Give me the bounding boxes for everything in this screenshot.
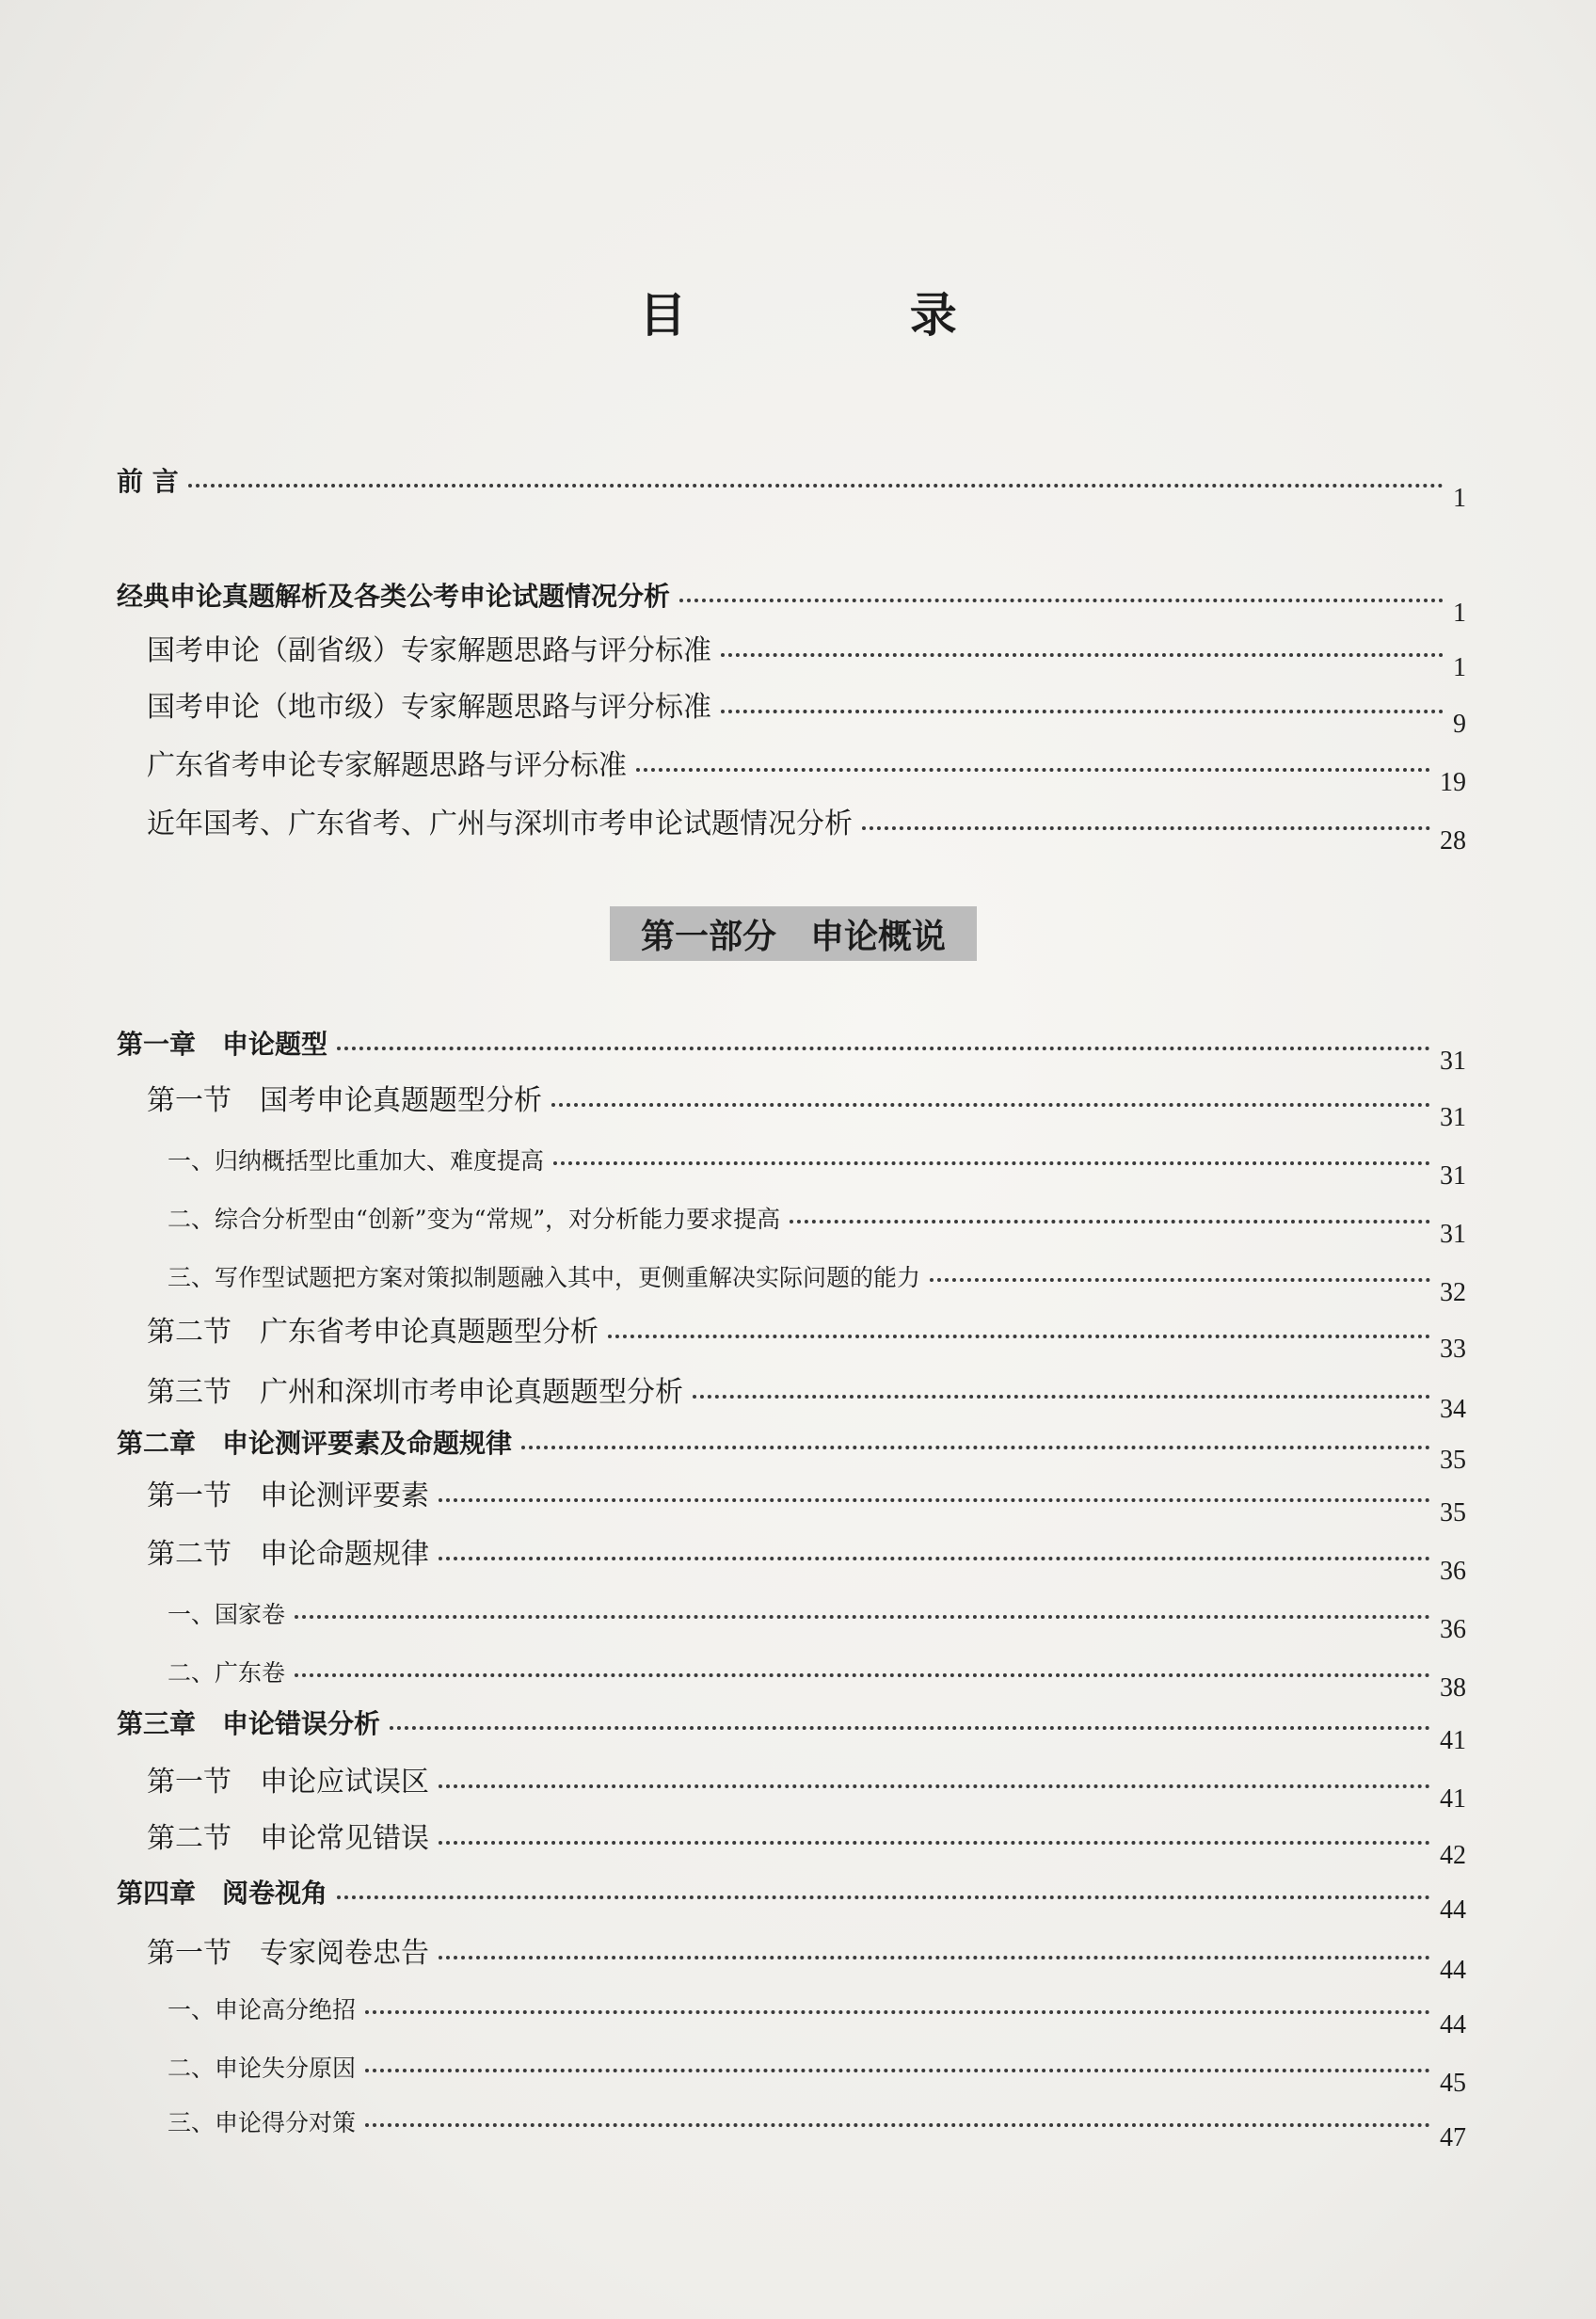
toc-entry-label: 一、国家卷 <box>168 1601 286 1628</box>
toc-section <box>147 1476 1466 1527</box>
toc-entry-label: 二、广东卷 <box>168 1659 286 1687</box>
toc-entry-label: 二、申论失分原因 <box>168 2055 357 2082</box>
toc-entry-page: 44 <box>1440 1895 1466 1925</box>
toc-item <box>168 2046 1466 2098</box>
dot-leader <box>930 1278 1430 1282</box>
toc-entry-label: 第二节 广东省考申论真题题型分析 <box>147 1316 598 1349</box>
dot-leader <box>608 1335 1430 1338</box>
toc-entry-page: 31 <box>1440 1220 1466 1249</box>
toc-entry-label: 一、申论高分绝招 <box>168 1996 357 2023</box>
toc-entry-label: 第二节 申论命题规律 <box>147 1538 429 1571</box>
toc-entry-page: 47 <box>1440 2123 1466 2152</box>
toc-entry-page: 36 <box>1440 1615 1466 1644</box>
toc-entry-page: 19 <box>1440 768 1466 797</box>
toc-section <box>147 1534 1466 1586</box>
toc-section <box>147 1372 1466 1424</box>
toc-entry-page: 45 <box>1440 2069 1466 2098</box>
toc-entry-label: 第一节 申论测评要素 <box>147 1479 429 1512</box>
dot-leader <box>721 710 1444 713</box>
toc-entry-guangdong <box>147 745 1466 797</box>
toc-entry-label: 第二节 申论常见错误 <box>147 1822 429 1855</box>
toc-chapter-2 <box>117 1423 1466 1475</box>
toc-entry-page: 31 <box>1440 1161 1466 1191</box>
toc-section <box>147 1818 1466 1870</box>
toc-entry-page: 44 <box>1440 2010 1466 2039</box>
toc-section <box>147 1762 1466 1814</box>
toc-entry-page: 1 <box>1453 599 1466 628</box>
toc-entry-page: 31 <box>1440 1047 1466 1076</box>
toc-entry-label: 前 言 <box>117 466 179 497</box>
toc-entry-label: 第二章 申论测评要素及命题规律 <box>117 1428 513 1459</box>
toc-entry-page: 36 <box>1440 1557 1466 1586</box>
toc-item <box>168 1139 1466 1191</box>
toc-entry-page: 31 <box>1440 1103 1466 1132</box>
toc-chapter-1 <box>117 1024 1466 1076</box>
toc-item <box>168 2101 1466 2152</box>
toc-item <box>168 1197 1466 1249</box>
toc-entry-page: 42 <box>1440 1841 1466 1870</box>
toc-entry-label: 三、申论得分对策 <box>168 2109 357 2136</box>
dot-leader <box>337 1047 1430 1050</box>
dot-leader <box>390 1726 1430 1730</box>
dot-leader <box>693 1395 1430 1399</box>
toc-entry-page: 35 <box>1440 1446 1466 1475</box>
toc-entry-page: 44 <box>1440 1956 1466 1985</box>
toc-entry-label: 第一节 国考申论真题题型分析 <box>147 1084 542 1117</box>
dot-leader <box>790 1220 1430 1223</box>
toc-chapter-3 <box>117 1703 1466 1755</box>
part-heading: 第一部分 申论概说 <box>610 906 977 961</box>
toc-entry-label: 第三章 申论错误分析 <box>117 1708 381 1739</box>
dot-leader <box>439 1784 1430 1788</box>
toc-entry-page: 1 <box>1453 653 1466 682</box>
dot-leader <box>521 1446 1430 1449</box>
toc-section <box>147 1312 1466 1364</box>
toc-entry-national-city <box>147 687 1466 739</box>
toc-entry-preface <box>117 461 1466 513</box>
dot-leader <box>553 1161 1430 1165</box>
toc-entry-label: 第一章 申论题型 <box>117 1029 328 1060</box>
toc-entry-recent-analysis <box>147 804 1466 856</box>
toc-entry-label: 经典申论真题解析及各类公考申论试题情况分析 <box>117 581 671 612</box>
toc-entry-label: 近年国考、广东省考、广州与深圳市考申论试题情况分析 <box>147 808 853 840</box>
toc-chapter-4 <box>117 1873 1466 1925</box>
dot-leader <box>295 1615 1430 1619</box>
dot-leader <box>439 1498 1430 1502</box>
dot-leader <box>551 1103 1430 1107</box>
toc-entry-page: 35 <box>1440 1498 1466 1527</box>
dot-leader <box>365 2010 1430 2014</box>
toc-entry-page: 1 <box>1453 484 1466 513</box>
dot-leader <box>365 2123 1430 2127</box>
toc-item <box>168 1592 1466 1644</box>
toc-entry-page: 32 <box>1440 1278 1466 1307</box>
toc-entry-page: 38 <box>1440 1673 1466 1703</box>
toc-entry-label: 一、归纳概括型比重加大、难度提高 <box>168 1147 545 1175</box>
dot-leader <box>188 484 1444 488</box>
toc-item <box>168 1651 1466 1703</box>
toc-entry-page: 41 <box>1440 1726 1466 1755</box>
page-title: 目 录 <box>639 287 1061 343</box>
dot-leader <box>337 1895 1430 1899</box>
toc-entry-label: 三、写作型试题把方案对策拟制题融入其中，更侧重解决实际问题的能力 <box>168 1264 921 1291</box>
toc-entry-label: 第一节 专家阅卷忠告 <box>147 1937 429 1970</box>
dot-leader <box>721 653 1444 657</box>
toc-entry-page: 34 <box>1440 1395 1466 1424</box>
toc-entry-label: 国考申论（地市级）专家解题思路与评分标准 <box>147 691 711 724</box>
toc-item <box>168 1255 1466 1307</box>
toc-entry-national-provincial <box>147 631 1466 682</box>
toc-section <box>147 1080 1466 1132</box>
dot-leader <box>295 1673 1430 1677</box>
toc-entry-page: 28 <box>1440 826 1466 856</box>
toc-entry-page: 41 <box>1440 1784 1466 1814</box>
toc-entry-label: 第三节 广州和深圳市考申论真题题型分析 <box>147 1376 683 1409</box>
toc-entry-label: 二、综合分析型由“创新”变为“常规”，对分析能力要求提高 <box>168 1206 781 1233</box>
dot-leader <box>679 599 1444 602</box>
toc-section <box>147 1933 1466 1985</box>
toc-entry-label: 第一节 申论应试误区 <box>147 1766 429 1799</box>
toc-entry-label: 第四章 阅卷视角 <box>117 1878 328 1909</box>
toc-entry-label: 国考申论（副省级）专家解题思路与评分标准 <box>147 634 711 667</box>
dot-leader <box>862 826 1430 830</box>
dot-leader <box>439 1841 1430 1845</box>
toc-entry-page: 33 <box>1440 1335 1466 1364</box>
dot-leader <box>636 768 1430 772</box>
dot-leader <box>439 1956 1430 1959</box>
dot-leader <box>439 1557 1430 1560</box>
toc-item <box>168 1988 1466 2039</box>
dot-leader <box>365 2069 1430 2072</box>
toc-entry-classic-analysis <box>117 576 1466 628</box>
toc-entry-label: 广东省考申论专家解题思路与评分标准 <box>147 749 627 782</box>
toc-entry-page: 9 <box>1453 710 1466 739</box>
